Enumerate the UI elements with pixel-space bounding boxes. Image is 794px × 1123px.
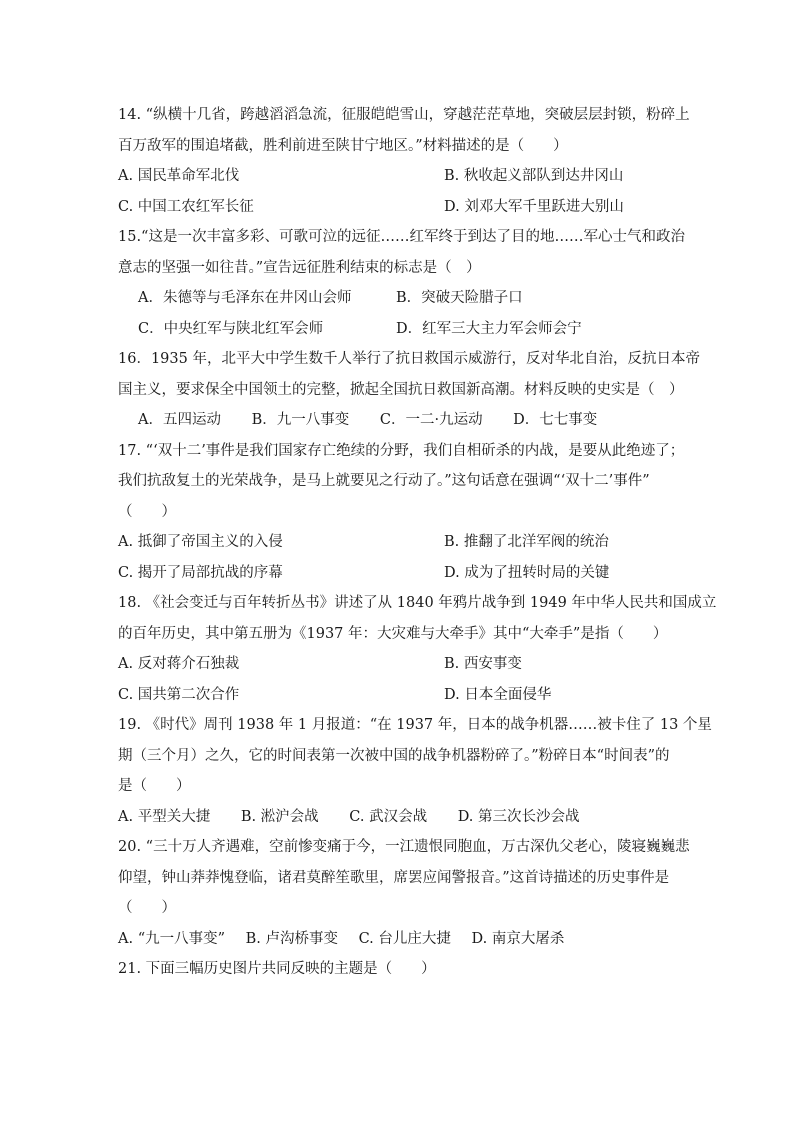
q14-option-a: A. 国民革命军北伐 (118, 168, 240, 184)
q20-stem-line-1: 20. “三十万人齐遇难，空前惨变痛于今，一江遗恨同胞血，万古深仇父老心，陵寝巍巍悲 (118, 839, 690, 855)
q14-option-c: C. 中国工农红军长征 (118, 198, 254, 215)
q20-stem-line-3: （ ） (118, 900, 176, 916)
q19-options-row (118, 802, 680, 833)
q20-option-b: B. 卢沟桥事变 (245, 930, 338, 947)
q17-options-row-1 (118, 527, 680, 558)
q14-stem-line-1: 14. “纵横十几省，跨越滔滔急流，征服皑皑雪山，穿越茫茫草地，突破层层封锁，粉碎上 (118, 107, 690, 123)
q14-stem-line-2: 百万敌军的围追堵截，胜利前进至陕甘宁地区。”材料描述的是（ ） (118, 137, 568, 154)
q19-option-a: A. 平型关大捷 (118, 808, 211, 825)
q18-stem-line-1: 18. 《社会变迁与百年转折丛书》讲述了从 1840 年鸦片战争到 1949 年中华人民共和国成立 (118, 595, 717, 611)
q15-stem-line-2: 意志的坚强一如往昔。”宣告远征胜利结束的标志是（ ） (118, 259, 481, 276)
q18-option-d: D. 日本全面侵华 (444, 686, 552, 703)
q17-stem-line-3: （ ） (118, 503, 176, 520)
q14-options-row-1 (118, 161, 680, 192)
q18-option-c: C. 国共第二次合作 (118, 686, 240, 703)
q18-stem-line-2: 的百年历史，其中第五册为《1937 年：大灾难与大牵手》其中“大牵手”是指（ ） (118, 625, 668, 642)
q18-options-row-1 (118, 649, 680, 680)
q18-option-b: B. 西安事变 (444, 656, 522, 672)
q15-option-b: B．突破天险腊子口 (396, 290, 523, 306)
q19-option-c: C. 武汉会战 (349, 808, 428, 825)
q19-stem-line-3: 是（ ） (118, 778, 191, 794)
q16-option-c: C．一二·九运动 (379, 412, 483, 428)
q17-option-b: B. 推翻了北洋军阀的统治 (444, 534, 609, 550)
q20-option-a: A. “九一八事变” (118, 930, 226, 947)
q16-option-d: D．七七事变 (513, 412, 598, 428)
q20-options-row (118, 924, 680, 955)
q19-stem-line-2: 期（三个月）之久，它的时间表第一次被中国的战争机器粉碎了。”粉碎日本“时间表”的 (118, 747, 670, 764)
q17-option-c: C. 揭开了局部抗战的序幕 (118, 564, 283, 581)
q14-options-row-2 (118, 192, 680, 223)
q16-option-a: A．五四运动 (138, 412, 221, 428)
q15-option-d: D．红军三大主力军会师会宁 (396, 320, 582, 337)
q17-stem-line-1: 17. “‘双十二’事件是我们国家存亡绝续的分野，我们自相斫杀的内战，是要从此绝迹了； (118, 442, 685, 459)
q20-stem-line-2: 仰望，钟山莽莽愧登临，诸君莫醉笙歌里，席罢应闻警报音。”这首诗描述的历史事件是 (118, 869, 670, 886)
q17-option-d: D. 成为了扭转时局的关键 (444, 564, 610, 581)
q14-option-d: D. 刘邓大军千里跃进大别山 (444, 198, 624, 215)
exam-page (118, 100, 717, 985)
q15-options-row-2 (118, 314, 680, 345)
q19-option-d: D. 第三次长沙会战 (457, 808, 580, 825)
q16-options-row (118, 405, 680, 436)
q20-option-c: C. 台儿庄大捷 (358, 930, 451, 947)
q19-option-b: B. 淞沪会战 (240, 808, 319, 825)
q21-stem-line-1: 21. 下面三幅历史图片共同反映的主题是（ ） (118, 961, 436, 977)
q15-option-c: C．中央红军与陕北红军会师 (138, 320, 324, 337)
q18-options-row-2 (118, 680, 680, 711)
q16-option-b: B．九一八事变 (251, 412, 350, 428)
q14-option-b: B. 秋收起义部队到达井冈山 (444, 168, 624, 184)
q15-option-a: A．朱德等与毛泽东在井冈山会师 (138, 290, 352, 306)
q17-option-a: A. 抵御了帝国主义的入侵 (118, 534, 283, 550)
q17-stem-line-2: 我们抗敌复土的光荣战争，是马上就要见之行动了。”这句话意在强调“‘双十二’事件” (118, 473, 650, 489)
q17-options-row-2 (118, 558, 680, 589)
q20-option-d: D. 南京大屠杀 (471, 930, 565, 947)
q16-stem-line-2: 国主义，要求保全中国领土的完整，掀起全国抗日救国新高潮。材料反映的史实是（ ） (118, 381, 684, 398)
q16-stem-line-1: 16．1935 年，北平大中学生数千人举行了抗日救国示威游行，反对华北自治，反抗日本帝 (118, 351, 700, 367)
q15-options-row-1 (118, 283, 680, 314)
q18-option-a: A. 反对蒋介石独裁 (118, 656, 240, 672)
q19-stem-line-1: 19. 《时代》周刊 1938 年 1 月报道：“在 1937 年，日本的战争机器……被卡住了 13 个星 (118, 717, 712, 733)
q15-stem-line-1: 15.“这是一次丰富多彩、可歌可泣的远征……红军终于到达了目的地……军心士气和政治 (118, 229, 685, 245)
